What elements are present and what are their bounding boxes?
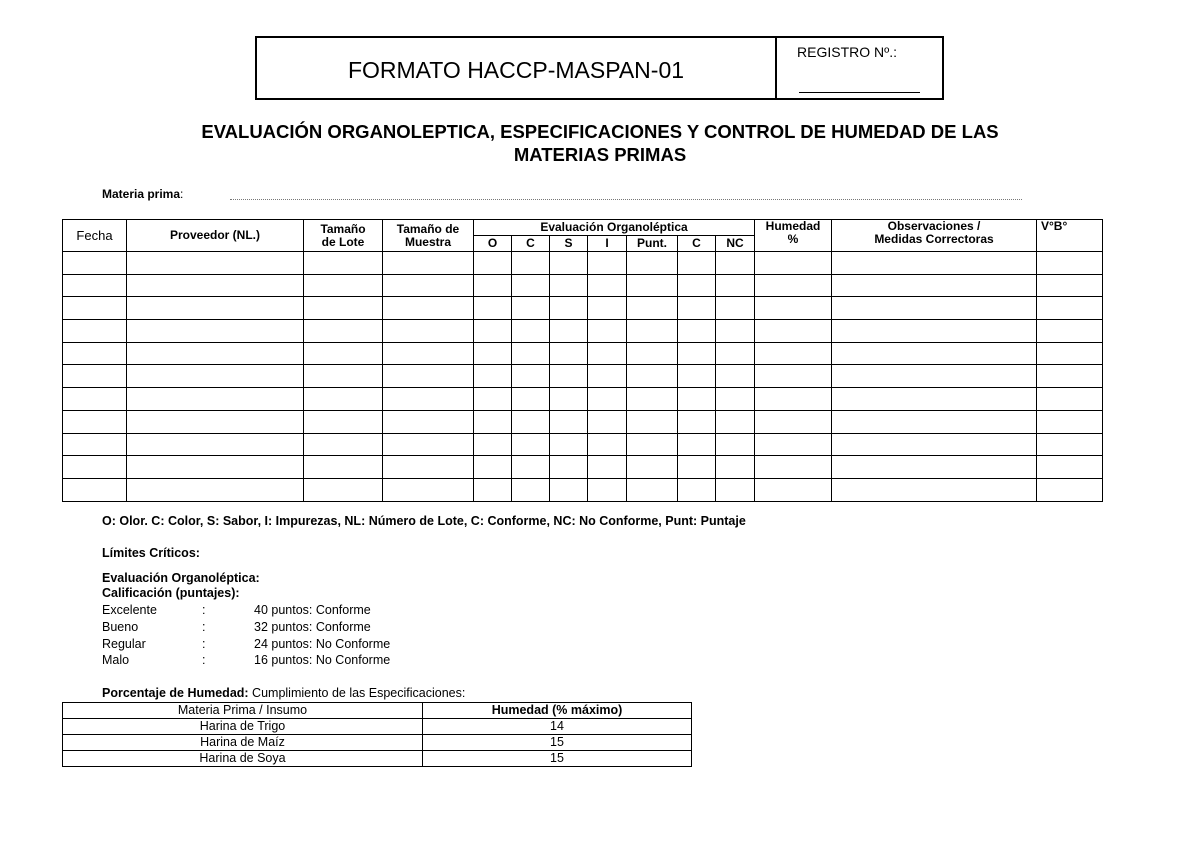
table-cell[interactable]	[512, 320, 550, 343]
table-cell[interactable]	[755, 433, 832, 456]
table-cell[interactable]	[304, 297, 383, 320]
table-cell[interactable]	[512, 342, 550, 365]
table-cell[interactable]	[1037, 342, 1103, 365]
table-cell[interactable]	[755, 478, 832, 501]
table-cell[interactable]	[1037, 433, 1103, 456]
table-cell[interactable]	[1037, 388, 1103, 411]
table-cell[interactable]	[512, 388, 550, 411]
table-cell[interactable]	[678, 274, 716, 297]
header-box	[255, 36, 944, 100]
calificacion-puntos: 32 puntos: Conforme	[254, 620, 371, 634]
table-cell[interactable]	[304, 252, 383, 275]
table-cell[interactable]	[474, 320, 512, 343]
col-tamano-muestra	[383, 220, 474, 252]
table-cell[interactable]	[474, 274, 512, 297]
table-cell[interactable]	[550, 274, 588, 297]
table-cell[interactable]	[512, 365, 550, 388]
table-row	[63, 274, 1103, 297]
table-row	[63, 320, 1103, 343]
table-cell[interactable]	[678, 252, 716, 275]
table-cell[interactable]	[755, 342, 832, 365]
table-cell[interactable]	[550, 456, 588, 479]
table-cell[interactable]	[716, 297, 755, 320]
table-cell[interactable]	[627, 456, 678, 479]
table-cell[interactable]	[755, 252, 832, 275]
table-cell[interactable]	[550, 365, 588, 388]
table-cell[interactable]	[627, 342, 678, 365]
table-cell[interactable]	[474, 388, 512, 411]
calificacion-puntos: 40 puntos: Conforme	[254, 603, 371, 617]
table-cell[interactable]	[304, 478, 383, 501]
col-vb: V°B°	[1037, 220, 1103, 252]
table-cell[interactable]	[755, 456, 832, 479]
table-cell[interactable]	[1037, 252, 1103, 275]
table-cell[interactable]	[474, 365, 512, 388]
table-cell[interactable]	[1037, 297, 1103, 320]
table-cell[interactable]	[716, 388, 755, 411]
table-cell[interactable]	[832, 388, 1037, 411]
registro-blank-line[interactable]	[799, 92, 920, 93]
table-cell[interactable]	[588, 388, 627, 411]
sub-olor: O	[474, 236, 512, 252]
table-cell[interactable]	[304, 365, 383, 388]
calificacion-heading: Calificación (puntajes):	[102, 586, 240, 600]
materia-prima-label: Materia prima	[102, 187, 181, 201]
table-cell[interactable]	[474, 297, 512, 320]
table-cell[interactable]	[755, 274, 832, 297]
col-fecha: Fecha	[63, 220, 127, 252]
humedad-section-heading	[102, 686, 465, 700]
table-cell[interactable]	[627, 410, 678, 433]
table-cell[interactable]	[678, 297, 716, 320]
table-cell[interactable]	[1037, 456, 1103, 479]
table-cell[interactable]	[512, 274, 550, 297]
table-cell[interactable]	[716, 342, 755, 365]
table-cell[interactable]	[1037, 274, 1103, 297]
table-cell[interactable]	[474, 478, 512, 501]
limites-criticos: Límites Críticos:	[102, 546, 200, 560]
table-cell[interactable]	[127, 274, 304, 297]
table-cell[interactable]	[627, 252, 678, 275]
table-cell[interactable]	[127, 252, 304, 275]
table-cell[interactable]	[304, 410, 383, 433]
table-row	[63, 751, 692, 767]
table-row	[63, 388, 1103, 411]
table-cell[interactable]	[127, 365, 304, 388]
table-cell[interactable]	[304, 433, 383, 456]
table-cell[interactable]	[550, 252, 588, 275]
table-cell[interactable]	[63, 433, 127, 456]
table-cell[interactable]	[588, 297, 627, 320]
table-cell[interactable]	[63, 365, 127, 388]
table-cell[interactable]	[512, 478, 550, 501]
table-cell[interactable]	[588, 456, 627, 479]
table-cell[interactable]	[63, 297, 127, 320]
table-cell[interactable]	[832, 342, 1037, 365]
table-cell[interactable]	[588, 320, 627, 343]
table-cell[interactable]	[127, 456, 304, 479]
table-cell[interactable]	[832, 433, 1037, 456]
table-row	[63, 410, 1103, 433]
humedad-valor: 14	[423, 719, 692, 735]
humedad-materia: Harina de Maíz	[63, 735, 423, 751]
table-cell[interactable]	[832, 320, 1037, 343]
table-cell[interactable]	[550, 478, 588, 501]
table-cell[interactable]	[474, 456, 512, 479]
table-cell[interactable]	[755, 410, 832, 433]
table-cell[interactable]	[832, 410, 1037, 433]
table-cell[interactable]	[550, 297, 588, 320]
table-cell[interactable]	[474, 433, 512, 456]
table-cell[interactable]	[755, 365, 832, 388]
calificacion-nivel: Bueno	[102, 620, 139, 634]
table-cell[interactable]	[127, 297, 304, 320]
table-cell[interactable]	[627, 388, 678, 411]
table-cell[interactable]	[383, 433, 474, 456]
table-cell[interactable]	[383, 252, 474, 275]
table-cell[interactable]	[588, 433, 627, 456]
table-cell[interactable]	[678, 433, 716, 456]
table-cell[interactable]	[63, 274, 127, 297]
table-cell[interactable]	[1037, 478, 1103, 501]
materia-prima-input-line[interactable]	[230, 199, 1022, 200]
table-cell[interactable]	[512, 410, 550, 433]
table-cell[interactable]	[127, 433, 304, 456]
col-observ-l1: Observaciones /	[887, 219, 981, 233]
table-cell[interactable]	[304, 320, 383, 343]
registro-label: REGISTRO Nº.:	[797, 44, 898, 60]
table-row	[63, 719, 692, 735]
table-cell[interactable]	[63, 456, 127, 479]
table-cell[interactable]	[678, 478, 716, 501]
calificacion-sep: :	[202, 620, 206, 634]
table-row	[63, 478, 1103, 501]
table-row	[63, 252, 1103, 275]
col-humedad-l1: Humedad	[765, 219, 821, 233]
table-cell[interactable]	[474, 342, 512, 365]
materia-prima-colon: :	[180, 187, 184, 201]
table-cell[interactable]	[716, 410, 755, 433]
page-title	[0, 120, 1200, 166]
humedad-label: Porcentaje de Humedad:	[102, 686, 249, 700]
table-cell[interactable]	[627, 478, 678, 501]
table-cell[interactable]	[550, 433, 588, 456]
abbreviation-legend: O: Olor. C: Color, S: Sabor, I: Impurezas, NL: Número de Lote, C: Conforme, NC: No Conforme, Punt: Puntaje	[102, 514, 746, 528]
table-cell[interactable]	[63, 410, 127, 433]
humedad-valor: 15	[423, 735, 692, 751]
table-cell[interactable]	[383, 456, 474, 479]
table-cell[interactable]	[474, 252, 512, 275]
table-cell[interactable]	[716, 365, 755, 388]
table-row	[63, 456, 1103, 479]
table-cell[interactable]	[63, 342, 127, 365]
table-row	[63, 735, 692, 751]
humedad-col-valor: Humedad (% máximo)	[423, 703, 692, 719]
col-observaciones	[832, 220, 1037, 252]
table-cell[interactable]	[627, 297, 678, 320]
table-cell[interactable]	[304, 456, 383, 479]
table-cell[interactable]	[474, 410, 512, 433]
col-evaluacion: Evaluación Organoléptica	[474, 220, 755, 236]
table-cell[interactable]	[832, 252, 1037, 275]
table-cell[interactable]	[1037, 410, 1103, 433]
table-cell[interactable]	[383, 388, 474, 411]
table-cell[interactable]	[304, 342, 383, 365]
calificacion-sep: :	[202, 603, 206, 617]
table-cell[interactable]	[63, 388, 127, 411]
table-cell[interactable]	[512, 297, 550, 320]
table-cell[interactable]	[716, 320, 755, 343]
table-cell[interactable]	[716, 433, 755, 456]
table-row	[63, 342, 1103, 365]
table-cell[interactable]	[304, 388, 383, 411]
table-cell[interactable]	[1037, 320, 1103, 343]
table-cell[interactable]	[678, 320, 716, 343]
sub-sabor: S	[550, 236, 588, 252]
col-tamano-lote-l2: de Lote	[321, 234, 365, 249]
table-cell[interactable]	[383, 365, 474, 388]
table-cell[interactable]	[127, 388, 304, 411]
sub-conforme: C	[678, 236, 716, 252]
table-cell[interactable]	[678, 342, 716, 365]
humedad-materia: Harina de Trigo	[63, 719, 423, 735]
page-title-line1: EVALUACIÓN ORGANOLEPTICA, ESPECIFICACIONES Y CONTROL DE HUMEDAD DE LAS	[201, 121, 999, 142]
table-cell[interactable]	[127, 342, 304, 365]
table-cell[interactable]	[678, 410, 716, 433]
calificacion-nivel: Regular	[102, 637, 146, 651]
table-cell[interactable]	[678, 365, 716, 388]
table-cell[interactable]	[588, 252, 627, 275]
col-humedad-l2: %	[787, 232, 799, 246]
table-row	[63, 297, 1103, 320]
registro-box	[777, 38, 942, 98]
table-cell[interactable]	[832, 274, 1037, 297]
table-cell[interactable]	[755, 388, 832, 411]
table-cell[interactable]	[304, 274, 383, 297]
col-observ-l2: Medidas Correctoras	[874, 232, 994, 246]
table-cell[interactable]	[383, 478, 474, 501]
sub-impurezas: I	[588, 236, 627, 252]
table-cell[interactable]	[63, 252, 127, 275]
page-title-line2: MATERIAS PRIMAS	[513, 144, 687, 165]
table-cell[interactable]	[383, 297, 474, 320]
table-cell[interactable]	[832, 297, 1037, 320]
table-row	[63, 365, 1103, 388]
table-cell[interactable]	[678, 456, 716, 479]
table-cell[interactable]	[383, 410, 474, 433]
calificacion-puntos: 16 puntos: No Conforme	[254, 653, 391, 667]
calificacion-puntos: 24 puntos: No Conforme	[254, 637, 391, 651]
col-tamano-muestra-l1: Tamaño de	[396, 221, 460, 236]
table-cell[interactable]	[383, 342, 474, 365]
table-cell[interactable]	[550, 410, 588, 433]
humedad-col-materia: Materia Prima / Insumo	[63, 703, 423, 719]
table-cell[interactable]	[512, 433, 550, 456]
col-tamano-lote-l1: Tamaño	[320, 221, 366, 236]
table-cell[interactable]	[383, 274, 474, 297]
table-cell[interactable]	[127, 320, 304, 343]
table-cell[interactable]	[512, 456, 550, 479]
table-cell[interactable]	[550, 342, 588, 365]
table-cell[interactable]	[550, 320, 588, 343]
form-code-title: FORMATO HACCP-MASPAN-01	[257, 38, 777, 98]
table-cell[interactable]	[588, 410, 627, 433]
humedad-text: Cumplimiento de las Especificaciones:	[248, 686, 466, 700]
col-proveedor: Proveedor (NL.)	[127, 220, 304, 252]
humedad-materia: Harina de Soya	[63, 751, 423, 767]
table-cell[interactable]	[755, 297, 832, 320]
table-cell[interactable]	[716, 478, 755, 501]
table-cell[interactable]	[588, 365, 627, 388]
table-cell[interactable]	[383, 320, 474, 343]
table-cell[interactable]	[755, 320, 832, 343]
table-cell[interactable]	[627, 365, 678, 388]
calificacion-nivel: Malo	[102, 653, 130, 667]
table-cell[interactable]	[627, 433, 678, 456]
col-humedad	[755, 220, 832, 252]
humedad-valor: 15	[423, 751, 692, 767]
table-cell[interactable]	[63, 320, 127, 343]
col-tamano-muestra-l2: Muestra	[404, 234, 451, 249]
table-cell[interactable]	[832, 478, 1037, 501]
table-cell[interactable]	[588, 274, 627, 297]
table-cell[interactable]	[127, 410, 304, 433]
evaluation-table	[62, 219, 1103, 502]
calificacion-nivel: Excelente	[102, 603, 157, 617]
table-cell[interactable]	[678, 388, 716, 411]
table-cell[interactable]	[832, 365, 1037, 388]
humedad-table	[62, 702, 692, 767]
table-cell[interactable]	[588, 478, 627, 501]
table-cell[interactable]	[716, 274, 755, 297]
table-cell[interactable]	[63, 478, 127, 501]
sub-color: C	[512, 236, 550, 252]
table-cell[interactable]	[627, 320, 678, 343]
table-cell[interactable]	[716, 252, 755, 275]
table-cell[interactable]	[512, 252, 550, 275]
table-cell[interactable]	[1037, 365, 1103, 388]
calificacion-sep: :	[202, 653, 206, 667]
table-cell[interactable]	[550, 388, 588, 411]
table-cell[interactable]	[832, 456, 1037, 479]
table-cell[interactable]	[716, 456, 755, 479]
table-cell[interactable]	[627, 274, 678, 297]
table-row	[63, 433, 1103, 456]
sub-puntaje: Punt.	[627, 236, 678, 252]
evaluacion-organoleptica-heading: Evaluación Organoléptica:	[102, 571, 260, 585]
table-cell[interactable]	[588, 342, 627, 365]
sub-no-conforme: NC	[716, 236, 755, 252]
table-cell[interactable]	[127, 478, 304, 501]
calificacion-sep: :	[202, 637, 206, 651]
materia-prima-field	[102, 187, 183, 201]
col-tamano-lote	[304, 220, 383, 252]
